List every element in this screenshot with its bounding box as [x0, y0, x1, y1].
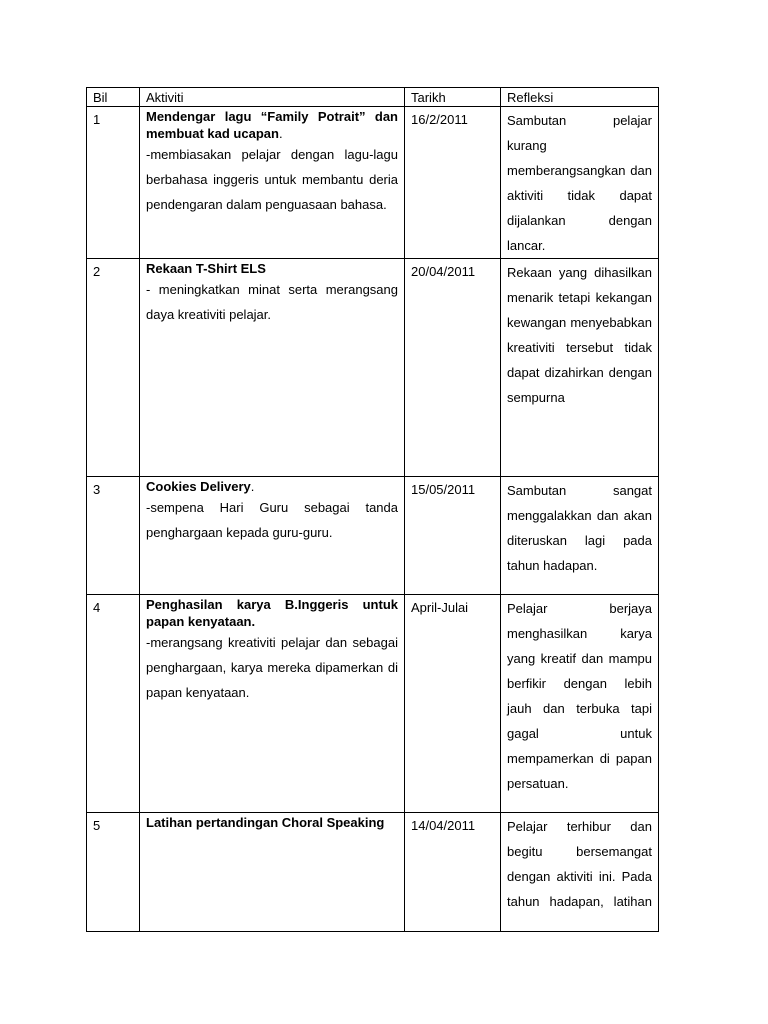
row-tarikh: April-Julai	[405, 595, 501, 813]
activity-title: Cookies Delivery	[146, 479, 251, 494]
activity-title: Mendengar lagu “Family Potrait” dan membuat kad ucapan	[146, 109, 398, 141]
row-aktiviti	[140, 813, 405, 932]
activity-title: Latihan pertandingan Choral Speaking	[146, 815, 385, 830]
row-bil: 3	[87, 477, 140, 595]
header-refleksi: Refleksi	[501, 88, 659, 107]
table-row	[87, 259, 659, 477]
row-bil: 1	[87, 107, 140, 259]
header-tarikh: Tarikh	[405, 88, 501, 107]
row-aktiviti	[140, 477, 405, 595]
row-tarikh: 16/2/2011	[405, 107, 501, 259]
row-aktiviti	[140, 595, 405, 813]
table-row	[87, 813, 659, 932]
row-refleksi	[501, 813, 659, 932]
table-row	[87, 595, 659, 813]
activity-title: Rekaan T-Shirt ELS	[146, 261, 266, 276]
row-tarikh: 15/05/2011	[405, 477, 501, 595]
activity-table	[86, 87, 659, 932]
table-header-row	[87, 88, 659, 107]
activity-description: - meningkatkan minat serta merangsang daya kreativiti pelajar.	[146, 282, 398, 322]
table-row	[87, 107, 659, 259]
reflection-text: Sambutan pelajar kurang memberangsangkan dan aktiviti tidak dapat dijalankan dengan lancar.	[507, 113, 652, 253]
activity-description: -merangsang kreativiti pelajar dan sebagai penghargaan, karya mereka dipamerkan di papan kenyataan.	[146, 635, 398, 700]
activity-title: Penghasilan karya B.Inggeris untuk papan kenyataan.	[146, 597, 398, 629]
row-aktiviti	[140, 107, 405, 259]
row-refleksi	[501, 477, 659, 595]
header-bil: Bil	[87, 88, 140, 107]
reflection-text: Pelajar berjaya menghasilkan karya yang kreatif dan mampu berfikir dengan lebih jauh dan terbuka tapi gagal untuk mempamerkan di papan persatuan.	[507, 601, 652, 791]
reflection-text: Pelajar terhibur dan begitu bersemangat dengan aktiviti ini. Pada tahun hadapan, latihan	[507, 819, 652, 909]
row-refleksi	[501, 107, 659, 259]
reflection-text: Rekaan yang dihasilkan menarik tetapi kekangan kewangan menyebabkan kreativiti tersebut tidak dapat dizahirkan dengan sempurna	[507, 265, 652, 405]
activity-description: -membiasakan pelajar dengan lagu-lagu berbahasa inggeris untuk membantu deria pendengaran dalam penguasaan bahasa.	[146, 147, 398, 212]
header-aktiviti: Aktiviti	[140, 88, 405, 107]
row-bil: 2	[87, 259, 140, 477]
activity-title-suffix: .	[278, 126, 283, 141]
row-bil: 4	[87, 595, 140, 813]
row-refleksi	[501, 595, 659, 813]
activity-title-suffix: .	[250, 479, 255, 494]
row-tarikh: 20/04/2011	[405, 259, 501, 477]
reflection-text: Sambutan sangat menggalakkan dan akan diteruskan lagi pada tahun hadapan.	[507, 483, 652, 573]
activity-description: -sempena Hari Guru sebagai tanda penghargaan kepada guru-guru.	[146, 500, 398, 540]
row-tarikh: 14/04/2011	[405, 813, 501, 932]
row-refleksi	[501, 259, 659, 477]
row-aktiviti	[140, 259, 405, 477]
table-row	[87, 477, 659, 595]
row-bil: 5	[87, 813, 140, 932]
